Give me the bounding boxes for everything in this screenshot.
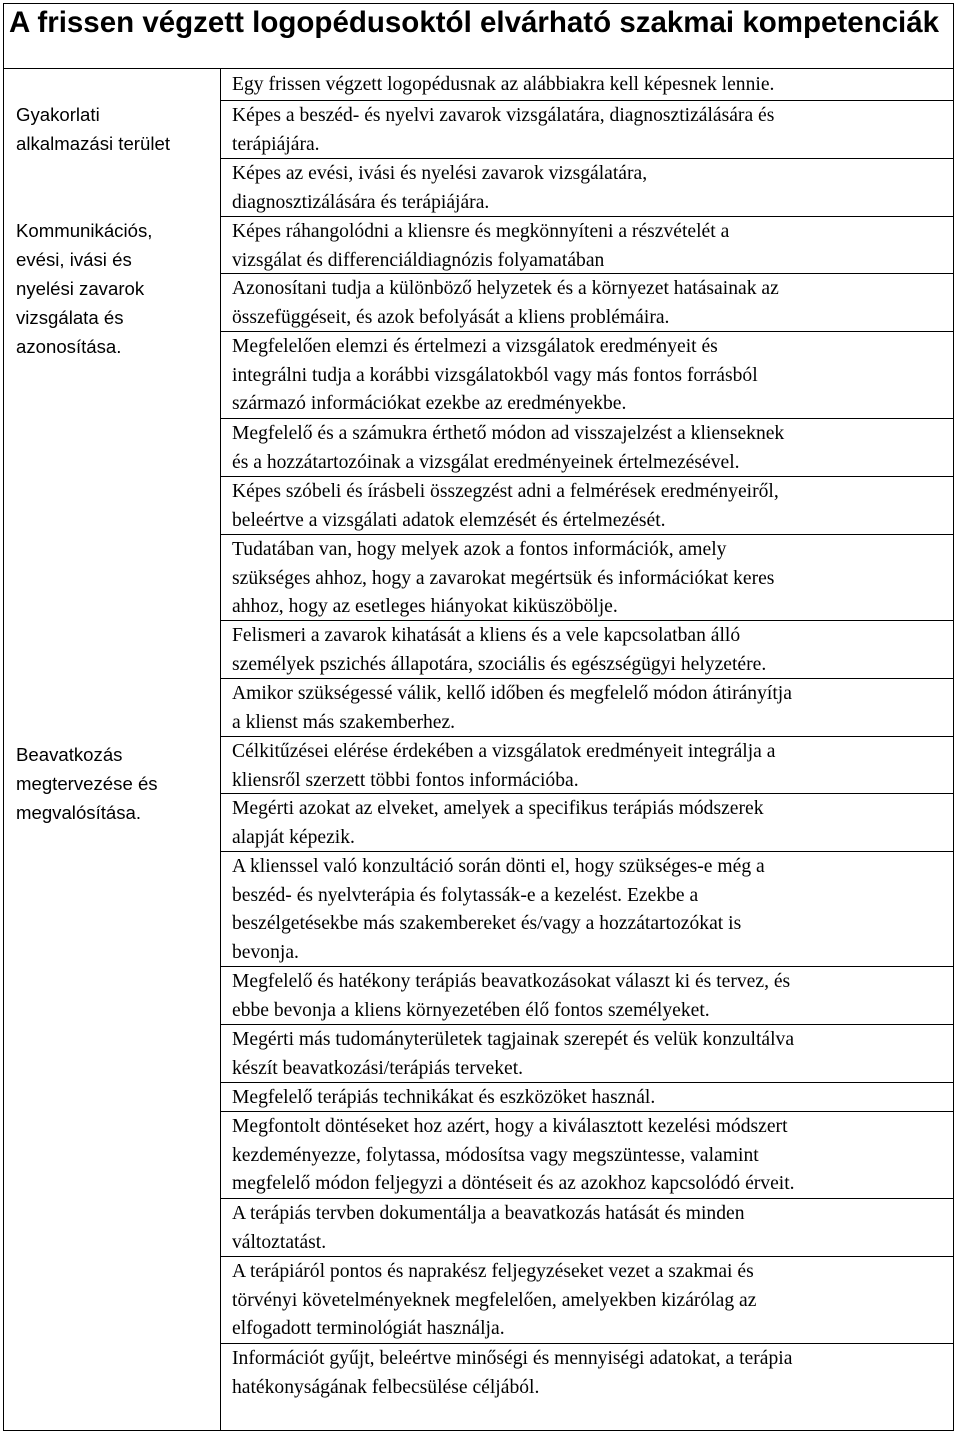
row-line: beleértve a vizsgálati adatok elemzését és értelmezését. (232, 509, 666, 531)
row-line: Felismeri a zavarok kihatását a kliens és a vele kapcsolatban álló (232, 625, 741, 646)
row-line: Képes az evési, ivási és nyelési zavarok vizsgálatára, (232, 163, 648, 184)
competency-row (220, 852, 954, 967)
row-line: törvényi követelményeknek megfelelően, amelyekben kizárólag az (232, 1289, 757, 1311)
competency-row (220, 1344, 954, 1424)
competency-row-intro (220, 68, 954, 101)
label-assessment: Kommunikációs, evési, ivási és nyelési zavarok vizsgálata és azonosítása. (16, 220, 153, 357)
row-line: a klienst más szakemberhez. (232, 711, 456, 733)
row-line: Megfelelő és hatékony terápiás beavatkozásokat választ ki és tervez, és (232, 971, 791, 992)
row-line: Megfelelő és a számukra érthető módon ad visszajelzést a klienseknek (232, 423, 785, 444)
competency-row (220, 1257, 954, 1344)
row-line: Megfelelően elemzi és értelmezi a vizsgálatok eredményeit és (232, 336, 718, 357)
competency-row (220, 679, 954, 737)
row-line: változtatást. (232, 1231, 327, 1253)
competency-row (220, 794, 954, 852)
row-line: hatékonyságának felbecsülése céljából. (232, 1376, 540, 1398)
row-line: A terápiás tervben dokumentálja a beavatkozás hatását és minden (232, 1203, 745, 1224)
row-line: kliensről szerzett többi fontos információba. (232, 769, 579, 791)
row-line: Megfontolt döntéseket hoz azért, hogy a kiválasztott kezelési módszert (232, 1116, 788, 1137)
competency-row (220, 274, 954, 332)
row-line: A klienssel való konzultáció során dönti el, hogy szükséges-e még a (232, 856, 765, 877)
competency-row (220, 621, 954, 679)
row-line: Megfelelő terápiás technikákat és eszközöket használ. (232, 1087, 656, 1108)
row-line: diagnosztizálására és terápiájára. (232, 191, 490, 213)
row-line: és a hozzátartozóinak a vizsgálat eredményeinek értelmezésével. (232, 451, 740, 473)
label-intervention: Beavatkozás megtervezése és megvalósítása. (16, 744, 158, 823)
row-line: integrálni tudja a korábbi vizsgálatokból vagy más fontos forrásból (232, 364, 758, 386)
row-line: beszéd- és nyelvterápia és folytassák-e a kezelést. Ezekbe a (232, 884, 699, 906)
competency-list (220, 68, 954, 1424)
row-line: készít beavatkozási/terápiás terveket. (232, 1057, 524, 1079)
row-line: bevonja. (232, 942, 299, 964)
row-line: Tudatában van, hogy melyek azok a fontos információk, amely (232, 539, 727, 560)
competency-row (220, 477, 954, 535)
row-line: Képes szóbeli és írásbeli összegzést adni a felmérések eredményeiről, (232, 481, 779, 502)
label-practice-area: Gyakorlati alkalmazási terület (16, 104, 170, 154)
row-line: Képes ráhangolódni a kliensre és megkönnyíteni a részvételét a (232, 221, 730, 242)
row-line: elfogadott terminológiát használja. (232, 1318, 505, 1340)
row-line: beszélgetésekbe más szakembereket és/vagy a hozzátartozókat is (232, 913, 742, 935)
row-line: terápiájára. (232, 133, 320, 155)
row-line: Információt gyűjt, beleértve minőségi és mennyiségi adatokat, a terápia (232, 1348, 793, 1369)
competency-row (220, 1112, 954, 1199)
row-line: alapját képezik. (232, 826, 355, 848)
row-line: A terápiáról pontos és naprakész feljegyzéseket vezet a szakmai és (232, 1261, 754, 1282)
competency-row (220, 159, 954, 216)
competency-row (220, 419, 954, 477)
row-line: Egy frissen végzett logopédusnak az alábbiakra kell képesnek lennie. (232, 74, 775, 95)
row-line: Amikor szükségessé válik, kellő időben és megfelelő módon átirányítja (232, 683, 792, 704)
competency-row (220, 332, 954, 419)
page-title: A frissen végzett logopédusoktól elvárható szakmai kompetenciák (9, 6, 940, 39)
competency-row (220, 1199, 954, 1257)
row-line: Célkitűzései elérése érdekében a vizsgálatok eredményeit integrálja a (232, 741, 776, 762)
competency-row (220, 216, 954, 274)
row-line: megfelelő módon feljegyzi a döntéseit és az azokhoz kapcsolódó érveit. (232, 1173, 795, 1195)
row-line: Képes a beszéd- és nyelvi zavarok vizsgálatára, diagnosztizálására és (232, 105, 775, 126)
row-line: kezdeményezze, folytassa, módosítsa vagy megszüntesse, valamint (232, 1144, 759, 1166)
row-line: származó információkat ezekbe az eredményekbe. (232, 393, 627, 415)
row-line: vizsgálat és differenciáldiagnózis folyamatában (232, 249, 605, 271)
row-line: ahhoz, hogy az esetleges hiányokat kiküszöbölje. (232, 596, 618, 618)
row-line: Azonosítani tudja a különböző helyzetek és a környezet hatásainak az (232, 278, 779, 299)
competency-row (220, 1025, 954, 1083)
row-line: összefüggéseit, és azok befolyását a kliens problémáira. (232, 306, 670, 328)
competency-row (220, 737, 954, 794)
competency-row (220, 101, 954, 159)
row-line: Megérti azokat az elveket, amelyek a specifikus terápiás módszerek (232, 798, 764, 819)
competency-row (220, 1083, 954, 1112)
competency-row (220, 967, 954, 1025)
row-line: ebbe bevonja a kliens környezetében élő fontos személyeket. (232, 999, 710, 1021)
row-line: személyek pszichés állapotára, szociális és egészségügyi helyzetére. (232, 653, 767, 675)
row-line: szükséges ahhoz, hogy a zavarokat megértsük és információkat keres (232, 567, 775, 589)
competency-row (220, 535, 954, 621)
row-line: Megérti más tudományterületek tagjainak szerepét és velük konzultálva (232, 1029, 795, 1050)
